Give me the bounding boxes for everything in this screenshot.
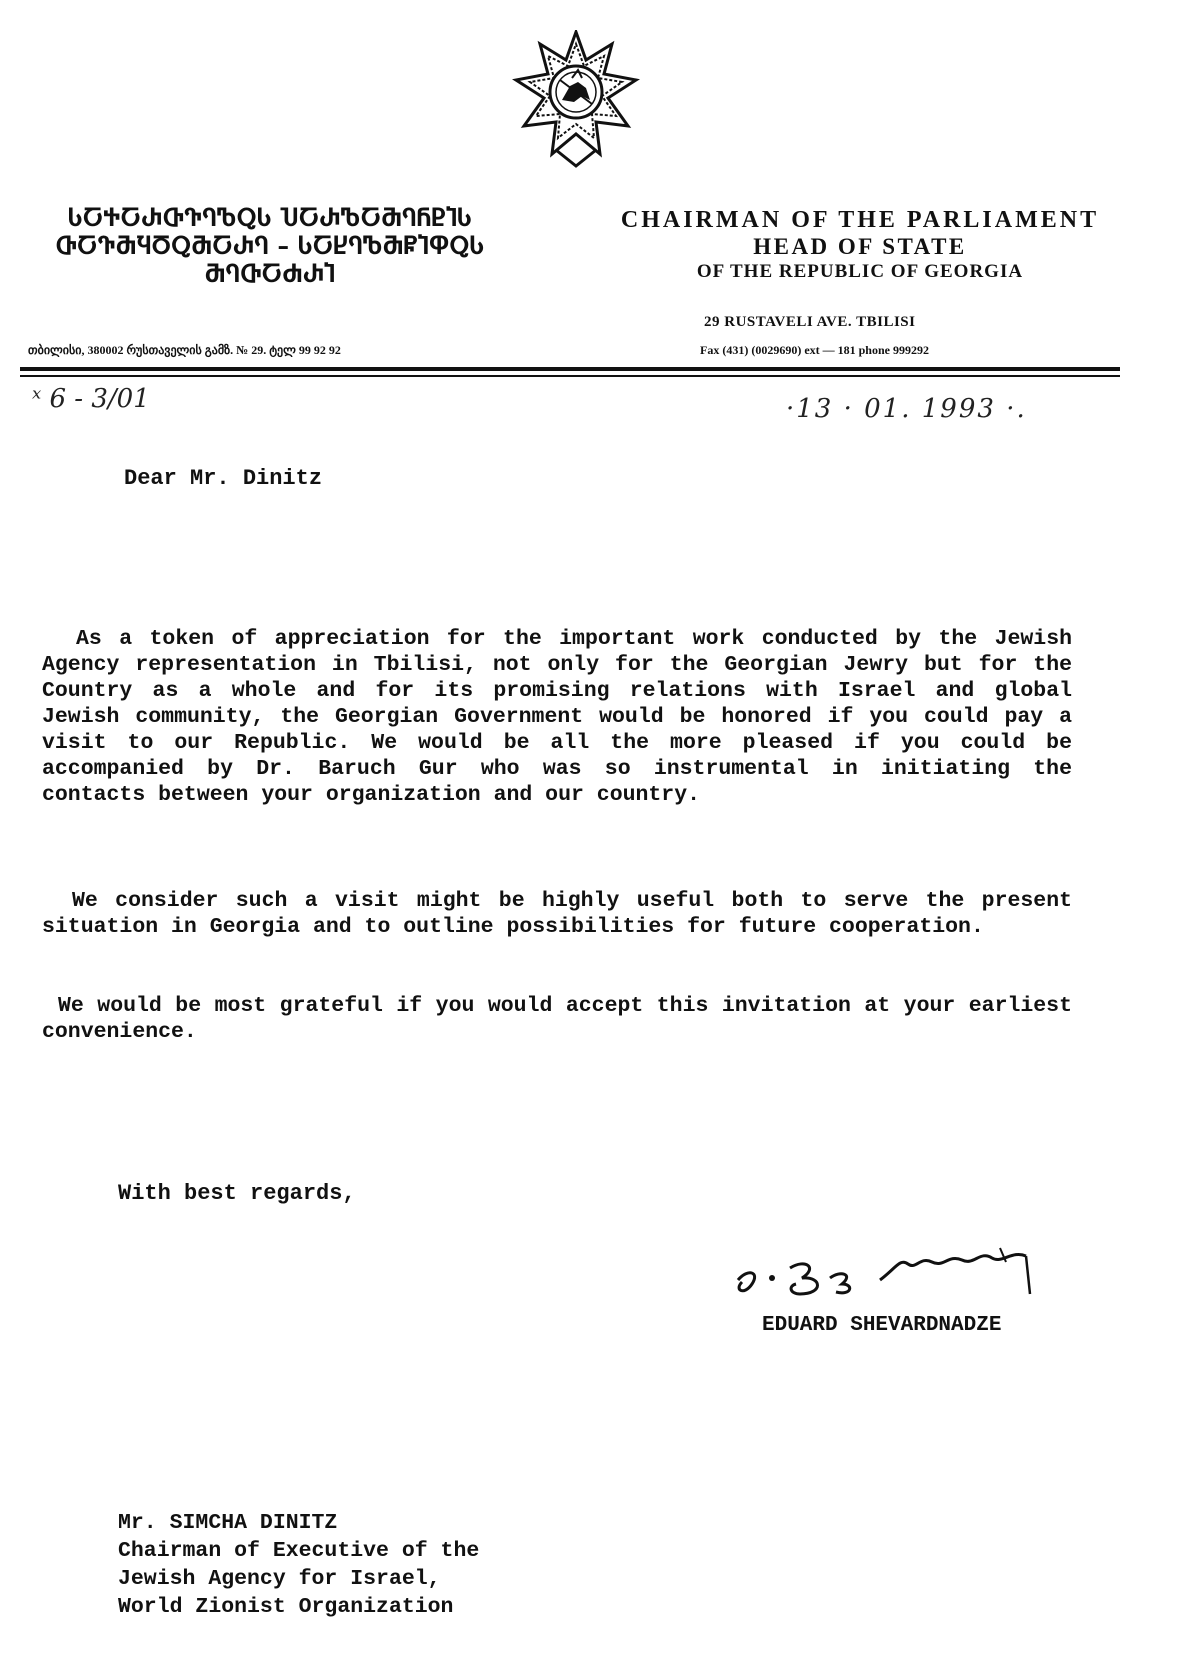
handwritten-signature (730, 1228, 1070, 1308)
letterhead-address-english: 29 RUSTAVELI AVE. TBILISI (704, 314, 916, 330)
letterhead-georgian-line-2: ႧႠႥႫႯႣႭႫႠႰႤ – ႱႠႾႤႪႫႼႨႴႭႱ (55, 234, 485, 260)
coat-of-arms-star-icon (512, 30, 640, 170)
signer-name: EDUARD SHEVARDNADZE (762, 1314, 1002, 1337)
letterhead-fax-line: Fax (431) (0029690) ext — 181 phone 999292 (700, 343, 929, 357)
letter-date: ·13 · 01. 1993 ·. (786, 394, 1027, 424)
letterhead-divider (20, 367, 1120, 371)
salutation: Dear Mr. Dinitz (124, 466, 323, 491)
body-paragraph-1: As a token of appreciation for the important work conducted by the Jewish Agency representation in Tbilisi, not only for the Georgian Jewry but for the Country as a whole and for its promising relations with Israel and global Jewish community, the Georgian Government would be honored if you could pay a visit to our Republic. We would be all the more pleased if you could be accompanied by Dr. Baruch Gur who was so instrumental in initiating the contacts between your organization and our country. (42, 627, 1072, 807)
body-paragraph-3: We would be most grateful if you would accept this invitation at your earliest convenience. (42, 994, 1072, 1044)
letterhead-georgian-line-3: ႫႤႧႠႻႰႨ (204, 262, 336, 288)
closing: With best regards, (118, 1181, 356, 1206)
letterhead-georgian-line-1: ႱႠႵႠႰႧႥႤႪႭႱ ႮႠႰႪႠႫႤႬႲႨႱ (67, 206, 473, 232)
body-paragraph-2: We consider such a visit might be highly useful both to serve the present situation in Georgia and to outline possibilities for future cooperation. (42, 889, 1072, 939)
recipient-line-2: Chairman of Executive of the (118, 1539, 480, 1563)
letterhead-divider-thin (20, 375, 1120, 377)
reference-number: ˣ 6 - 3/01 (32, 384, 150, 414)
letterhead-address-georgian: თბილისი, 380002 რუსთაველის გამზ. № 29. ტელ 99 92 92 (28, 343, 341, 357)
letterhead-english-line-2: HEAD OF STATE (753, 234, 967, 259)
recipient-line-3: Jewish Agency for Israel, (118, 1567, 441, 1591)
recipient-line-1: Mr. SIMCHA DINITZ (118, 1511, 338, 1535)
recipient-line-4: World Zionist Organization (118, 1595, 454, 1619)
letterhead-english-line-3: OF THE REPUBLIC OF GEORGIA (696, 261, 1024, 282)
letterhead-english-line-1: CHAIRMAN OF THE PARLIAMENT (620, 207, 1100, 233)
